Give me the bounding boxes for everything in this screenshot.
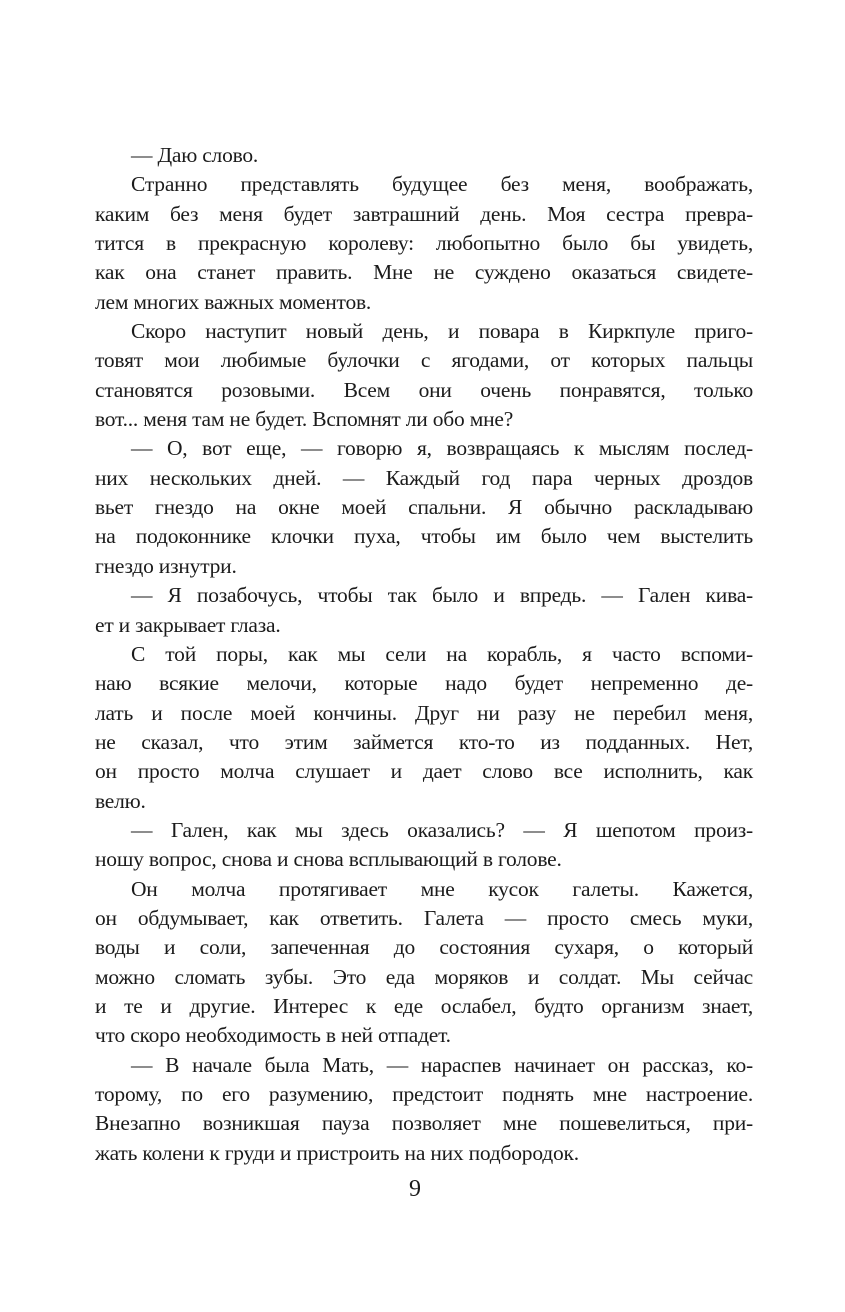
paragraph [95, 640, 753, 816]
text-line: тится в прекрасную королеву: любопытно было бы увидеть, [95, 231, 753, 256]
text-line: и те и другие. Интерес к еде ослабел, будто организм знает, [95, 993, 753, 1018]
text-line: торому, по его разумению, предстоит поднять мне настроение. [95, 1082, 753, 1106]
text-line: — Даю слово. [131, 143, 259, 167]
text-line: можно сломать зубы. Это еда моряков и солдат. Мы сейчас [95, 964, 753, 989]
text-line: товят мои любимые булочки с ягодами, от которых пальцы [95, 348, 753, 373]
text-line: становятся розовыми. Всем они очень понравятся, только [95, 377, 753, 402]
paragraph [95, 816, 753, 875]
text-line: наю всякие мелочи, которые надо будет непременно де- [95, 671, 753, 696]
text-line: на подоконнике клочки пуха, чтобы им было чем выстелить [95, 524, 753, 549]
paragraph [95, 434, 753, 581]
text-line: он обдумывает, как ответить. Галета — просто смесь муки, [95, 905, 753, 930]
text-line: них нескольких дней. — Каждый год пара черных дроздов [95, 465, 753, 490]
text-line: велю. [95, 788, 146, 813]
text-line: Он молча протягивает мне кусок галеты. Кажется, [131, 876, 753, 901]
text-line: — Я позабочусь, чтобы так было и впредь. — Гален кива- [131, 583, 753, 608]
text-line: Внезапно возникшая пауза позволяет мне пошевелиться, при- [95, 1111, 753, 1136]
page-text [95, 141, 753, 1168]
text-line: лем многих важных моментов. [95, 289, 372, 314]
text-line: Странно представлять будущее без меня, воображать, [131, 172, 753, 197]
text-line: — О, вот еще, — говорю я, возвращаясь к мыслям послед- [131, 436, 753, 461]
paragraph [95, 1051, 753, 1168]
text-line: вьет гнездо на окне моей спальни. Я обычно раскладываю [95, 495, 753, 520]
text-line: воды и соли, запеченная до состояния сухаря, о который [95, 935, 753, 960]
text-line: — В начале была Мать, — нараспев начинает он рассказ, ко- [131, 1052, 753, 1077]
paragraph [95, 141, 753, 170]
paragraph [95, 875, 753, 1051]
text-line: лать и после моей кончины. Друг ни разу не перебил меня, [95, 700, 753, 725]
text-line: С той поры, как мы сели на корабль, я часто вспоми- [131, 641, 753, 666]
text-line: как она станет править. Мне не суждено оказаться свидете- [95, 260, 753, 285]
text-line: что скоро необходимость в ней отпадет. [95, 1023, 451, 1048]
paragraph [95, 581, 753, 640]
text-line: он просто молча слушает и дает слово все исполнить, как [95, 759, 753, 784]
paragraph [95, 170, 753, 317]
text-line: ношу вопрос, снова и снова всплывающий в голове. [95, 847, 562, 872]
page-number: 9 [409, 1176, 421, 1202]
text-line: ет и закрывает глаза. [95, 612, 281, 637]
text-line: жать колени к груди и пристроить на них подбородок. [95, 1140, 579, 1165]
text-line: — Гален, как мы здесь оказались? — Я шепотом произ- [131, 817, 753, 842]
paragraph [95, 317, 753, 434]
text-line: вот... меня там не будет. Вспомнят ли обо мне? [95, 407, 514, 432]
text-line: гнездо изнутри. [95, 553, 237, 578]
text-line: каким без меня будет завтрашний день. Моя сестра превра- [95, 201, 753, 226]
text-line: Скоро наступит новый день, и повара в Киркпуле приго- [131, 319, 753, 344]
text-line: не сказал, что этим займется кто-то из подданных. Нет, [95, 729, 753, 754]
